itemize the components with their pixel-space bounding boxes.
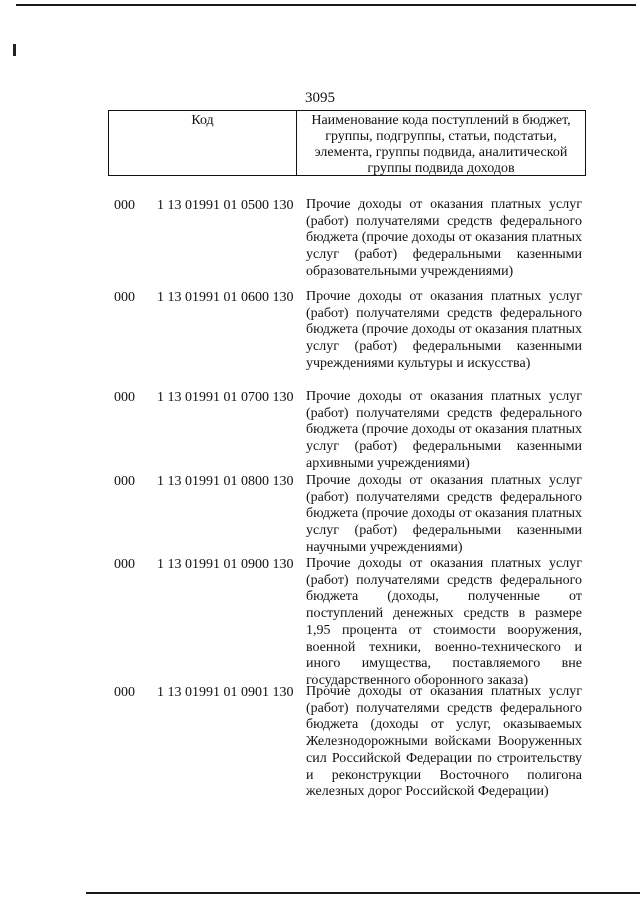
entry-prefix: 000 xyxy=(114,290,135,305)
entry-description: Прочие доходы от оказания платных услуг (работ) получателями средств федерального бюджета (прочие доходы от оказания платных услуг (работ) федеральными казенными архивными учреждениями) xyxy=(306,389,582,471)
entry-description: Прочие доходы от оказания платных услуг (работ) получателями средств федерального бюджета (доходы от услуг, оказываемых Железнодорожными войсками Вооруженных сил Российской Федерации по строительству и реконструкции Восточного полигона железных дорог Российской Федерации) xyxy=(306,684,582,800)
entry-code: 1 13 01991 01 0901 130 xyxy=(157,685,294,700)
entry-description: Прочие доходы от оказания платных услуг (работ) получателями средств федерального бюджета (прочие доходы от оказания платных услуг (работ) федеральными казенными научными учреждениями) xyxy=(306,473,582,555)
list-item xyxy=(0,473,640,556)
table-header xyxy=(108,110,586,176)
entry-description: Прочие доходы от оказания платных услуг (работ) получателями средств федерального бюджета (доходы, полученные от поступлений денежных средств в размере 1,95 процента от стоимости вооружения, военной техники, военно-технического и иного имущества, поставляемого вне государственного оборонного заказа) xyxy=(306,556,582,688)
entry-code: 1 13 01991 01 0800 130 xyxy=(157,474,294,489)
income-code-list xyxy=(0,197,640,804)
list-item xyxy=(0,556,640,688)
entry-code: 1 13 01991 01 0700 130 xyxy=(157,390,294,405)
entry-prefix: 000 xyxy=(114,198,135,213)
list-item xyxy=(0,389,640,473)
entry-code: 1 13 01991 01 0500 130 xyxy=(157,198,294,213)
list-item xyxy=(0,289,640,389)
entry-prefix: 000 xyxy=(114,557,135,572)
header-code-label: Код xyxy=(191,113,214,128)
entry-description: Прочие доходы от оказания платных услуг (работ) получателями средств федерального бюджета (прочие доходы от оказания платных услуг (работ) федеральными казенными образовательными учреждениями) xyxy=(306,197,582,279)
list-item xyxy=(0,197,640,289)
scan-left-edge xyxy=(13,44,16,56)
header-divider xyxy=(296,111,297,175)
entry-prefix: 000 xyxy=(114,390,135,405)
entry-prefix: 000 xyxy=(114,474,135,489)
scan-top-edge xyxy=(16,4,636,6)
list-item xyxy=(0,684,640,804)
header-name-label: Наименование кода поступлений в бюджет, группы, подгруппы, статьи, подстатьи, элемента, группы подвида, аналитической группы подвида доходов xyxy=(311,113,571,176)
entry-code: 1 13 01991 01 0900 130 xyxy=(157,557,294,572)
entry-code: 1 13 01991 01 0600 130 xyxy=(157,290,294,305)
entry-prefix: 000 xyxy=(114,685,135,700)
page-number: 3095 xyxy=(305,90,335,106)
entry-description: Прочие доходы от оказания платных услуг (работ) получателями средств федерального бюджета (прочие доходы от оказания платных услуг (работ) федеральными казенными учреждениями культуры и искусства) xyxy=(306,289,582,371)
scan-bottom-edge xyxy=(86,892,640,894)
